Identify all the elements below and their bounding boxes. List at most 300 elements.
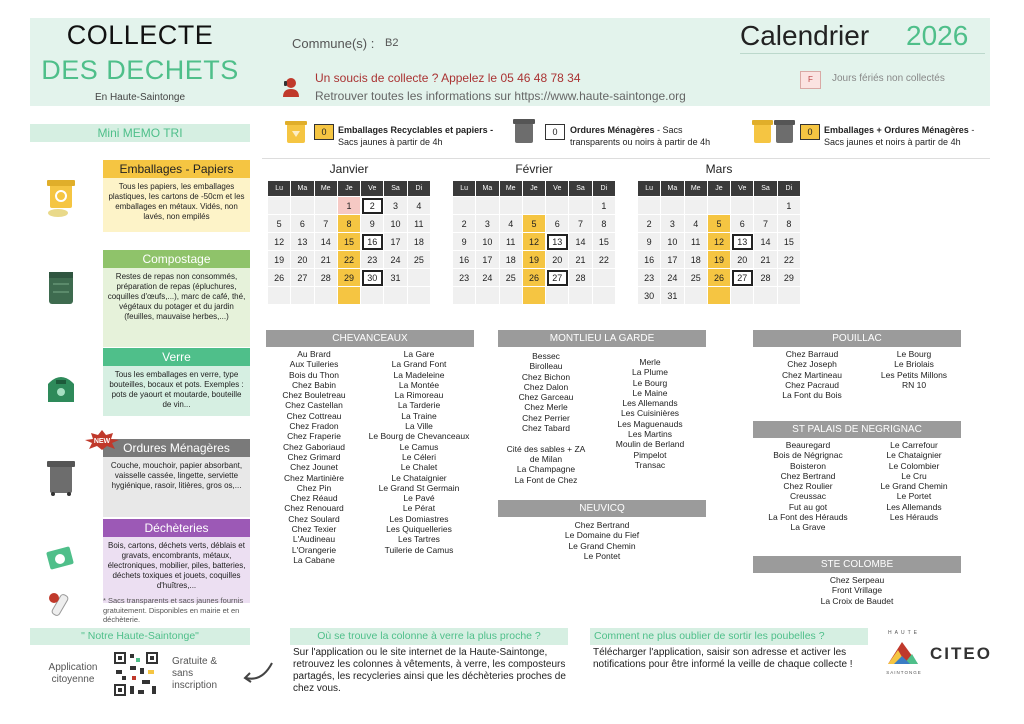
locality-name: Bois du Thon [289, 369, 339, 380]
locality-name: La Plume [632, 367, 668, 378]
day-cell: 1 [337, 197, 360, 215]
empty-day-cell [407, 269, 430, 287]
week-row [638, 287, 801, 305]
weekday-header: Ma [291, 181, 314, 197]
locality-name: Le Carrefour [890, 440, 938, 450]
qr-code-icon[interactable] [112, 650, 160, 698]
month-name: Janvier [329, 162, 369, 176]
day-cell: 6 [291, 215, 314, 233]
day-cell: 23 [453, 269, 476, 287]
memo-category-title: Déchèteries [103, 519, 250, 537]
locality-name: La Montée [398, 379, 440, 390]
citeo-logo: CITEO [930, 644, 992, 663]
day-cell: 24 [661, 269, 684, 287]
waste-items-icon [46, 590, 80, 625]
locality-name: Les Petits Millons [880, 369, 948, 380]
locality-name: Chez Gaboriaud [283, 441, 345, 452]
memo-category-body: Restes de repas non consommés, préparation de repas (épluchures, coquilles d'œufs,...), marc de café, thé, végétaux du potager et du jardin (feuilles, mauvaise herbes,...) [103, 268, 250, 347]
week-row [268, 197, 431, 215]
app-free-label: Gratuite & sans inscription [172, 656, 218, 691]
commune-montlieu-header: MONTLIEU LA GARDE [498, 330, 706, 347]
day-cell: 3 [476, 215, 499, 233]
weekday-header: Ma [476, 181, 499, 197]
day-cell: 20 [546, 251, 569, 269]
commune-pouillac-header: POUILLAC [753, 330, 961, 347]
day-cell: 16 [453, 251, 476, 269]
locality-name: Les Martins [628, 429, 672, 440]
calendar-mars [637, 162, 801, 305]
empty-day-cell [707, 287, 730, 305]
locality-name: Chez Jounet [290, 462, 338, 473]
day-cell: 25 [499, 269, 522, 287]
weekday-header: Lu [453, 181, 476, 197]
locality-name: Chez Garceau [518, 392, 574, 403]
memo-category-title: Emballages - Papiers [103, 160, 250, 178]
compost-bin-icon [44, 268, 86, 313]
day-cell: 6 [546, 215, 569, 233]
locality-name: Cité des sables + ZA [506, 443, 586, 454]
locality-name: La Madeleine [393, 369, 445, 380]
locality-name: La Grave [790, 522, 826, 533]
day-cell: 31 [661, 287, 684, 305]
week-row [453, 233, 616, 251]
locality-name: Le Bourg de Chevanceaux [368, 431, 470, 442]
empty-day-cell [546, 197, 569, 215]
weekday-header: Je [522, 181, 545, 197]
memo-category-title: Ordures Ménagères [103, 439, 250, 457]
day-cell: 21 [569, 251, 592, 269]
day-cell: 18 [684, 251, 707, 269]
day-cell: 27 [546, 269, 569, 287]
day-cell: 26 [522, 269, 545, 287]
locality-name: Chez Soulard [288, 513, 340, 524]
empty-day-cell [754, 197, 777, 215]
locality-name: Les Allemands [886, 501, 942, 512]
locality-name: Chez Bichon [521, 371, 571, 382]
locality-name: La Font de Chez [514, 474, 578, 485]
empty-day-cell [453, 197, 476, 215]
day-cell: 12 [707, 233, 730, 251]
day-cell: 20 [291, 251, 314, 269]
calendar-title: Calendrier [740, 20, 870, 51]
info-website-text[interactable]: Retrouver toutes les informations sur https://www.haute-saintonge.org [315, 89, 686, 103]
commune-stpalais-col2 [862, 440, 966, 522]
empty-day-cell [384, 287, 407, 305]
locality-name: Chez Dalon [523, 381, 569, 392]
locality-name: Au Brard [297, 349, 331, 359]
day-cell: 28 [754, 269, 777, 287]
locality-name: Creussac [790, 491, 826, 502]
week-row [638, 233, 801, 251]
day-cell: 3 [661, 215, 684, 233]
locality-name: Le Pérat [402, 503, 436, 514]
day-cell: 17 [384, 233, 407, 251]
empty-day-cell [268, 287, 291, 305]
locality-name: La Grand Font [391, 359, 447, 370]
weekday-header: Me [684, 181, 707, 197]
memo-category-title: Verre [103, 348, 250, 366]
weekday-header: Di [777, 181, 800, 197]
day-cell: 15 [592, 233, 615, 251]
day-cell: 3 [384, 197, 407, 215]
week-row [638, 251, 801, 269]
weekday-header: Di [592, 181, 615, 197]
legend-om-title-rest: - Sacs [654, 125, 683, 135]
week-row [453, 287, 616, 305]
day-cell: 14 [314, 233, 337, 251]
empty-day-cell [499, 197, 522, 215]
day-cell: 9 [638, 233, 661, 251]
locality-name: RN 10 [901, 379, 927, 390]
empty-day-cell [522, 197, 545, 215]
day-cell: 8 [592, 215, 615, 233]
empty-day-cell [731, 287, 754, 305]
week-row [638, 197, 801, 215]
month-name: Mars [705, 162, 733, 176]
region-label: En Haute-Saintonge [94, 92, 186, 103]
yellow-bin-icon [284, 118, 308, 144]
title-line1: COLLECTE [66, 20, 214, 50]
locality-name: Chez Castellan [285, 400, 343, 411]
contact-phone-text: Un soucis de collecte ? Appelez le 05 46 48 78 34 [315, 71, 581, 85]
empty-day-cell [661, 197, 684, 215]
locality-name: Chez Bertrand [574, 520, 630, 530]
day-cell: 16 [638, 251, 661, 269]
day-cell: 24 [384, 251, 407, 269]
day-cell: 14 [569, 233, 592, 251]
legend-both-title-rest: - [968, 125, 975, 135]
locality-name: Chez Serpeau [829, 575, 885, 585]
day-cell: 11 [684, 233, 707, 251]
yellow-and-grey-bins-icon [752, 116, 796, 144]
empty-day-cell [638, 197, 661, 215]
calendar-fevrier [452, 162, 616, 305]
locality-name: La Croix de Baudet [820, 595, 894, 606]
weekday-header: Je [337, 181, 360, 197]
empty-day-cell [684, 287, 707, 305]
commune-value: B2 [385, 37, 399, 49]
locality-name: L'Orangerie [291, 544, 337, 555]
commune-stecolombe-col1 [753, 575, 961, 606]
logo-hs-bottom: SAINTONGE [886, 670, 922, 675]
day-cell: 18 [407, 233, 430, 251]
commune-neuvicq-header: NEUVICQ [498, 500, 706, 517]
day-cell: 27 [731, 269, 754, 287]
memo-category-body: Couche, mouchoir, papier absorbant, vaisselle cassée, lingette, serviette hygiénique, rasoir, litières, gros os,... [103, 457, 250, 517]
weekday-header: Di [407, 181, 430, 197]
locality-name: Chez Babin [292, 379, 336, 390]
haute-saintonge-logo [884, 638, 922, 670]
legend-om [570, 124, 740, 148]
day-cell: 7 [569, 215, 592, 233]
day-cell: 8 [337, 215, 360, 233]
locality-name: Chez Pin [296, 482, 332, 493]
svg-text:NEW: NEW [93, 438, 111, 445]
day-cell: 15 [337, 233, 360, 251]
day-cell: 11 [407, 215, 430, 233]
locality-name: Les Domiastres [389, 513, 449, 524]
week-row [268, 215, 431, 233]
day-cell: 9 [361, 215, 384, 233]
day-cell: 11 [499, 233, 522, 251]
locality-name: Le Chataignier [886, 450, 942, 461]
locality-name: Birolleau [529, 361, 563, 372]
empty-day-cell [337, 287, 360, 305]
locality-name: Le Briolais [894, 359, 934, 370]
locality-name: Le Pontet [583, 550, 621, 561]
commune-pouillac-col2 [862, 349, 966, 390]
week-row [453, 197, 616, 215]
locality-name: La Cabane [293, 554, 335, 565]
verre-text: Sur l'application ou le site internet de la Haute-Saintonge, retrouvez les colonnes à vêtements, à verre, les composteurs partagés, les recycleries ainsi que les déchèteries proches de chez vous. [293, 647, 566, 694]
empty-day-cell [569, 287, 592, 305]
week-row [268, 251, 431, 269]
commune-stecolombe-header: STE COLOMBE [753, 556, 961, 573]
day-cell: 28 [314, 269, 337, 287]
weekday-header: Je [707, 181, 730, 197]
memo-category-body: Bois, cartons, déchets verts, déblais et gravats, encombrants, métaux, électroniques, mobilier, piles, batteries, déchets toxiques et jouets, coquilles d'huîtres,... [103, 537, 250, 603]
day-cell: 20 [731, 251, 754, 269]
day-cell: 8 [777, 215, 800, 233]
commune-chevanceaux-header: CHEVANCEAUX [266, 330, 474, 347]
locality-name: Chez Perrier [522, 412, 570, 423]
weekday-header: Me [314, 181, 337, 197]
legend-om-title: Ordures Ménagères [570, 125, 655, 135]
week-row [453, 215, 616, 233]
commune-neuvicq-col1 [498, 520, 706, 561]
day-cell: 5 [707, 215, 730, 233]
locality-name: Chez Fraperie [287, 431, 341, 442]
empty-day-cell [361, 287, 384, 305]
day-cell: 13 [731, 233, 754, 251]
commune-pouillac-col1 [760, 349, 864, 400]
legend-both [824, 124, 994, 148]
week-row [453, 269, 616, 287]
locality-name: Front Vrillage [831, 585, 883, 596]
locality-name: Les Maguenauds [617, 418, 683, 429]
locality-name: Boisteron [790, 460, 826, 471]
legend-recyclables-sub: Sacs jaunes à partir de 4h [338, 137, 443, 147]
day-cell: 4 [407, 197, 430, 215]
locality-name: Le Camus [399, 441, 439, 452]
locality-name: Chez Texier [291, 524, 337, 535]
day-cell: 16 [361, 233, 384, 251]
locality-name: Le Cru [901, 470, 927, 481]
locality-name: Bois de Négrignac [773, 450, 843, 461]
week-row [453, 251, 616, 269]
day-cell: 2 [361, 197, 384, 215]
app-label: Application citoyenne [48, 662, 98, 685]
empty-day-cell [522, 287, 545, 305]
locality-name: Le Grand Chemin [568, 540, 636, 551]
weekday-header: Ma [661, 181, 684, 197]
phone-operator-icon [281, 76, 301, 98]
legend-recyclables-title: Emballages Recyclables et papiers - [338, 125, 494, 135]
legend-both-sub: Sacs jaunes et noirs à partir de 4h [824, 137, 961, 147]
day-cell: 24 [476, 269, 499, 287]
day-cell: 22 [592, 251, 615, 269]
day-cell: 18 [499, 251, 522, 269]
locality-name: La Tarderie [397, 400, 441, 411]
commune-chevanceaux-col1 [266, 349, 362, 565]
waste-center-card-icon [44, 537, 86, 582]
curved-arrow-icon [240, 660, 274, 686]
week-row [268, 269, 431, 287]
legend-recyclables-box: 0 [314, 124, 334, 140]
locality-name: Bessec [532, 351, 560, 361]
empty-day-cell [314, 287, 337, 305]
app-header: " Notre Haute-Saintonge" [30, 628, 250, 645]
weekday-header: Ve [361, 181, 384, 197]
recycling-bin-icon [44, 178, 86, 223]
locality-name: Le Céleri [401, 451, 437, 462]
day-cell: 1 [777, 197, 800, 215]
ferie-legend-label: Jours fériés non collectés [832, 73, 945, 84]
glass-container-icon [44, 366, 86, 411]
day-cell: 5 [268, 215, 291, 233]
locality-name: Chez Cottreau [286, 410, 342, 421]
empty-day-cell [268, 197, 291, 215]
weekday-header: Sa [754, 181, 777, 197]
day-cell: 19 [522, 251, 545, 269]
day-cell: 23 [638, 269, 661, 287]
commune-montlieu-col2 [600, 357, 700, 470]
day-cell: 14 [754, 233, 777, 251]
day-cell: 29 [777, 269, 800, 287]
locality-name: Les Quiquelleries [386, 524, 452, 535]
day-cell: 21 [314, 251, 337, 269]
day-cell: 25 [684, 269, 707, 287]
locality-name: Le Pavé [403, 493, 435, 504]
day-cell: 12 [268, 233, 291, 251]
title-line2: DES DECHETS [41, 55, 239, 85]
empty-day-cell [754, 287, 777, 305]
weekday-header: Sa [384, 181, 407, 197]
memo-category-body: Tous les emballages en verre, type bouteilles, bocaux et pots. Exemples : pots de yaourt et moutarde, bouteille de vin... [103, 366, 250, 416]
month-grid [452, 180, 616, 305]
legend-om-sub: transparents ou noirs à partir de 4h [570, 137, 711, 147]
household-waste-bin-icon [44, 457, 86, 502]
locality-name: Les Tartres [398, 534, 440, 545]
locality-name: Chez Martineau [781, 369, 842, 380]
locality-name: L'Audineau [292, 534, 336, 545]
week-row [638, 269, 801, 287]
locality-name: Les Hérauds [889, 512, 939, 523]
empty-day-cell [731, 197, 754, 215]
grey-bin-icon [512, 116, 536, 144]
calendar-janvier [267, 162, 431, 305]
day-cell: 7 [754, 215, 777, 233]
notif-text: Télécharger l'application, saisir son adresse et activer les notifications pour être informé la veille de chaque collecte ! [593, 647, 853, 670]
weekday-header: Ve [546, 181, 569, 197]
locality-name: Chez Martinière [284, 472, 344, 483]
memo-title: Mini MEMO TRI [30, 124, 250, 142]
locality-name: Le Chataignier [391, 472, 447, 483]
locality-name: Les Cuisinières [620, 408, 680, 419]
week-row [638, 215, 801, 233]
commune-stpalais-col1 [753, 440, 863, 533]
locality-name: Le Colombier [888, 460, 940, 471]
commune-chevanceaux-col2 [360, 349, 478, 555]
locality-name: La Champagne [516, 464, 576, 475]
day-cell: 13 [546, 233, 569, 251]
day-cell: 25 [407, 251, 430, 269]
locality-name: Chez Grimard [287, 451, 341, 462]
day-cell: 17 [476, 251, 499, 269]
day-cell: 2 [638, 215, 661, 233]
locality-name: Les Allemands [622, 398, 678, 409]
commune-stpalais-header: ST PALAIS DE NEGRIGNAC [753, 421, 961, 438]
day-cell: 30 [361, 269, 384, 287]
weekday-header: Sa [569, 181, 592, 197]
locality-name: Le Grand St Germain [378, 482, 460, 493]
legend-om-box: 0 [545, 124, 565, 140]
new-badge [85, 430, 119, 450]
day-cell: 4 [684, 215, 707, 233]
day-cell: 13 [291, 233, 314, 251]
locality-name: Le Maine [632, 387, 668, 398]
weekday-header: Ve [731, 181, 754, 197]
legend-both-title: Emballages + Ordures Ménagères [824, 125, 969, 135]
day-cell: 10 [384, 215, 407, 233]
day-cell: 4 [499, 215, 522, 233]
day-cell: 10 [661, 233, 684, 251]
locality-name: Le Domaine du Fief [564, 530, 640, 541]
day-cell: 28 [569, 269, 592, 287]
day-cell: 19 [268, 251, 291, 269]
locality-name: Chez Réaud [290, 493, 338, 504]
day-cell: 29 [337, 269, 360, 287]
day-cell: 15 [777, 233, 800, 251]
locality-name: La Gare [403, 349, 435, 359]
locality-name: Chez Merle [524, 402, 568, 413]
locality-name: Merle [639, 357, 661, 367]
locality-spacer [498, 433, 594, 443]
memo-category-body: Tous les papiers, les emballages plastiques, les cartons de -50cm et les emballages en métaux. Vidés, non lavés, non empilés [103, 178, 250, 232]
weekday-header: Lu [268, 181, 291, 197]
locality-name: Pimpelot [633, 449, 667, 460]
month-name: Février [515, 162, 553, 176]
locality-name: Le Chalet [400, 462, 438, 473]
legend-both-box: 0 [800, 124, 820, 140]
empty-day-cell [592, 269, 615, 287]
locality-name: Le Bourg [896, 349, 932, 359]
locality-name: Chez Joseph [787, 359, 837, 370]
weekday-header: Me [499, 181, 522, 197]
locality-name: Chez Tabard [521, 423, 571, 434]
empty-day-cell [684, 197, 707, 215]
day-cell: 22 [337, 251, 360, 269]
empty-day-cell [476, 287, 499, 305]
day-cell: 26 [707, 269, 730, 287]
locality-name: Transac [634, 459, 666, 470]
locality-name: Le Grand Chemin [880, 481, 948, 492]
locality-name: Chez Renouard [284, 503, 344, 514]
week-row [268, 287, 431, 305]
empty-day-cell [546, 287, 569, 305]
logo-hs-top: HAUTE [888, 630, 920, 636]
day-cell: 17 [661, 251, 684, 269]
commune-label: Commune(s) : [292, 36, 375, 51]
locality-name: Chez Barraud [785, 349, 839, 359]
empty-day-cell [499, 287, 522, 305]
empty-day-cell [291, 197, 314, 215]
empty-day-cell [476, 197, 499, 215]
locality-name: La Font du Bois [782, 390, 842, 401]
locality-name: Moulin de Berland [615, 439, 685, 450]
day-cell: 5 [522, 215, 545, 233]
locality-name: Beauregard [785, 440, 831, 450]
